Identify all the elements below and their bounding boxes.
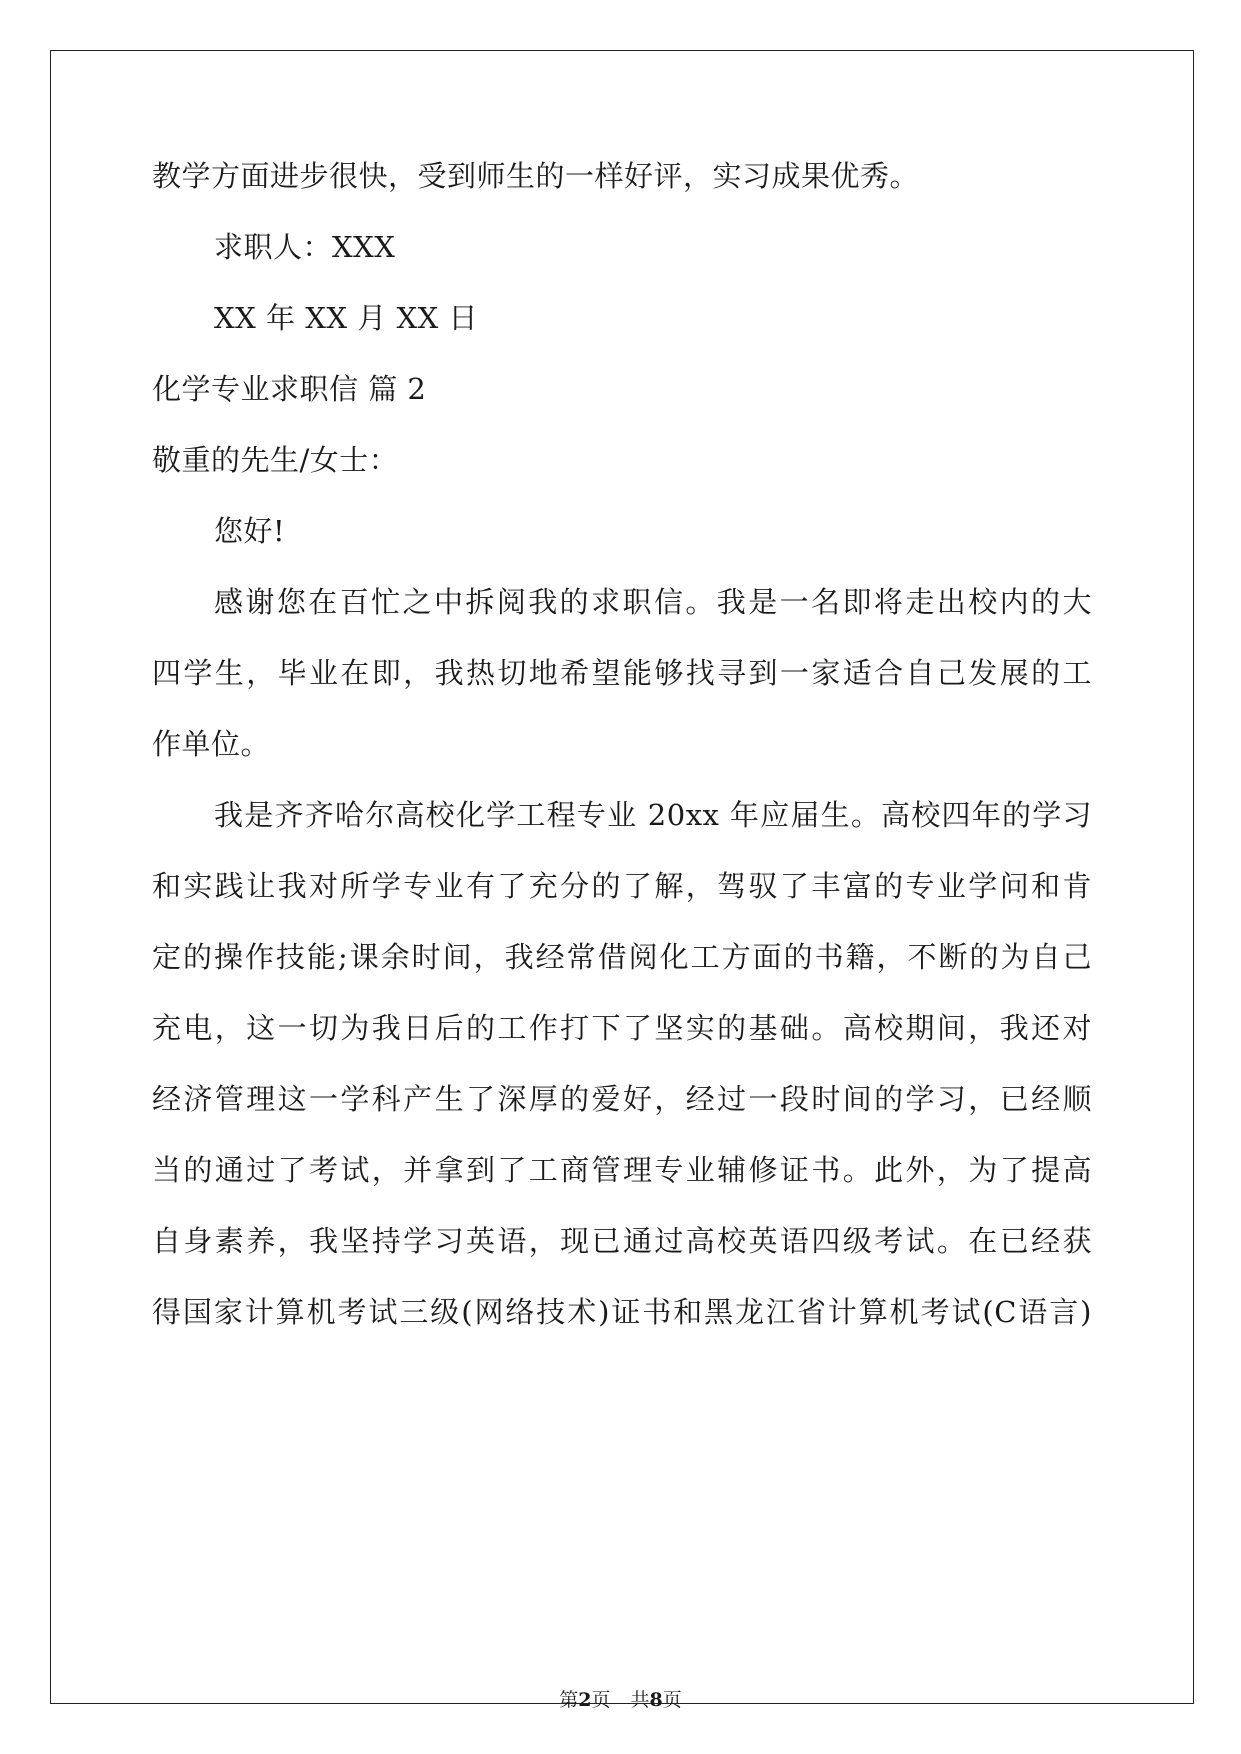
paragraph-2-line-3: 定的操作技能;课余时间，我经常借阅化工方面的书籍，不断的为自己: [152, 940, 1092, 974]
paragraph-2-line-1: 我是齐齐哈尔高校化学工程专业 20xx 年应届生。高校四年的学习: [214, 798, 1092, 832]
section-title: 化学专业求职信 篇 2: [152, 372, 427, 406]
page-current-number: 2: [578, 1689, 592, 1711]
salutation: 敬重的先生/女士：: [152, 443, 399, 477]
paragraph-1-line-3: 作单位。: [152, 727, 271, 761]
paragraph-2-line-4: 充电，这一切为我日后的工作打下了坚实的基础。高校期间，我还对: [152, 1011, 1092, 1045]
paragraph-1-line-2: 四学生，毕业在即，我热切地希望能够找寻到一家适合自己发展的工: [152, 656, 1092, 690]
paragraph-2-line-7: 自身素养，我坚持学习英语，现已通过高校英语四级考试。在已经获: [152, 1224, 1092, 1258]
page-total-number: 8: [649, 1689, 663, 1711]
total-suffix: 页: [662, 1689, 682, 1711]
greeting: 您好!: [214, 514, 286, 548]
signature-applicant: 求职人：XXX: [214, 230, 396, 264]
page-footer: [0, 1688, 1241, 1712]
page-suffix: 页: [591, 1689, 611, 1711]
paragraph-1-line-1: 感谢您在百忙之中拆阅我的求职信。我是一名即将走出校内的大: [214, 585, 1092, 619]
total-prefix: 共: [630, 1689, 650, 1711]
paragraph-2-line-5: 经济管理这一学科产生了深厚的爱好，经过一段时间的学习，已经顺: [152, 1082, 1092, 1116]
signature-date: XX 年 XX 月 XX 日: [214, 301, 478, 335]
paragraph-2-line-6: 当的通过了考试，并拿到了工商管理专业辅修证书。此外，为了提高: [152, 1153, 1092, 1187]
paragraph-2-line-2: 和实践让我对所学专业有了充分的了解，驾驭了丰富的专业学问和肯: [152, 869, 1092, 903]
body-line-1: 教学方面进步很快，受到师生的一样好评，实习成果优秀。: [152, 159, 920, 193]
page-prefix: 第: [559, 1689, 579, 1711]
paragraph-2-line-8: 得国家计算机考试三级(网络技术)证书和黑龙江省计算机考试(C语言): [152, 1295, 1092, 1329]
